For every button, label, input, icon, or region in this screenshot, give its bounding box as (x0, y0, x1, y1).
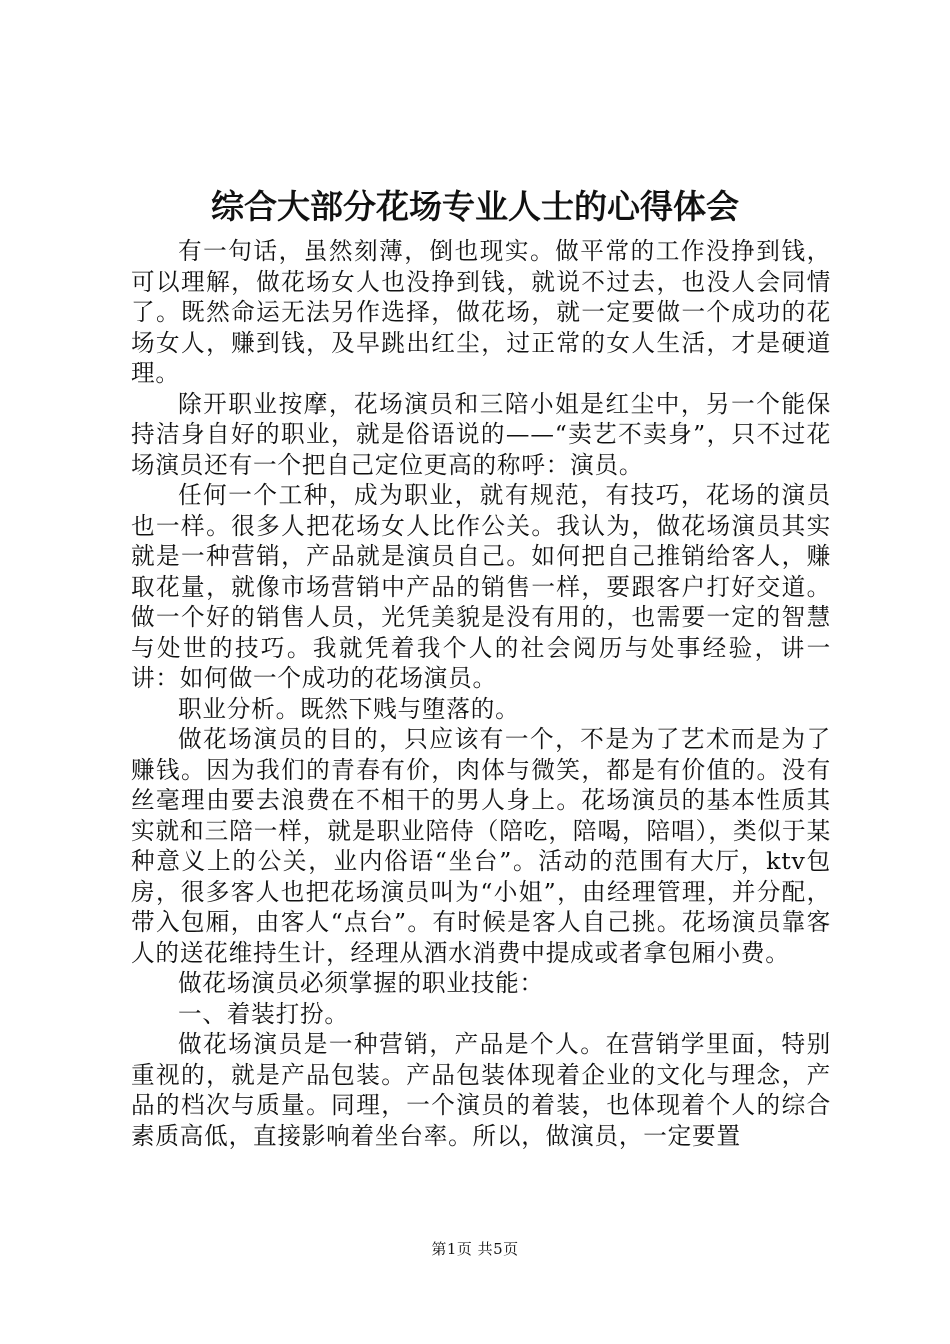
document-title: 综合大部分花场专业人士的心得体会 (211, 187, 739, 226)
paragraph: 职业分析。既然下贱与堕落的。 (178, 694, 520, 723)
paragraph: 做花场演员的目的，只应该有一个，不是为了艺术而是为了赚钱。因为我们的青春有价，肉体与微笑，都是有价值的。没有丝毫理由要去浪费在不相干的男人身上。花场演员的基本性质其实就和三陪一样，就是职业陪侍（陪吃，陪喝，陪唱），类似于某种意义上的公关，业内俗语“坐台”。活动的范围有大厅，ktv包房，很多客人也把花场演员叫为“小姐”，由经理管理，并分配，带入包厢，由客人“点台”。有时候是客人自己挑。花场演员靠客人的送花维持生计，经理从酒水消费中提成或者拿包厢小费。 (131, 725, 831, 967)
page-footer: 第1页 共5页 (431, 1240, 519, 1258)
paragraph: 做花场演员是一种营销，产品是个人。在营销学里面，特别重视的，就是产品包装。产品包装体现着企业的文化与理念，产品的档次与质量。同理，一个演员的着装，也体现着个人的综合素质高低，直接影响着坐台率。所以，做演员，一定要置 (131, 1030, 831, 1150)
paragraph: 有一句话，虽然刻薄，倒也现实。做平常的工作没挣到钱，可以理解，做花场女人也没挣到钱，就说不过去，也没人会同情了。既然命运无法另作选择，做花场，就一定要做一个成功的花场女人，赚到钱，及早跳出红尘，过正常的女人生活，才是硬道理。 (131, 237, 831, 387)
paragraph: 除开职业按摩，花场演员和三陪小姐是红尘中，另一个能保持洁身自好的职业，就是俗语说的——“卖艺不卖身”，只不过花场演员还有一个把自己定位更高的称呼：演员。 (131, 389, 831, 479)
paragraph: 任何一个工种，成为职业，就有规范，有技巧，花场的演员也一样。很多人把花场女人比作公关。我认为，做花场演员其实就是一种营销，产品就是演员自己。如何把自己推销给客人，赚取花量，就像市场营销中产品的销售一样，要跟客户打好交道。做一个好的销售人员，光凭美貌是没有用的，也需要一定的智慧与处世的技巧。我就凭着我个人的社会阅历与处事经验，讲一讲：如何做一个成功的花场演员。 (131, 481, 831, 692)
paragraph: 做花场演员必须掌握的职业技能： (178, 969, 544, 997)
paragraph: 一、着装打扮。 (178, 999, 349, 1028)
document-body (131, 236, 831, 1151)
